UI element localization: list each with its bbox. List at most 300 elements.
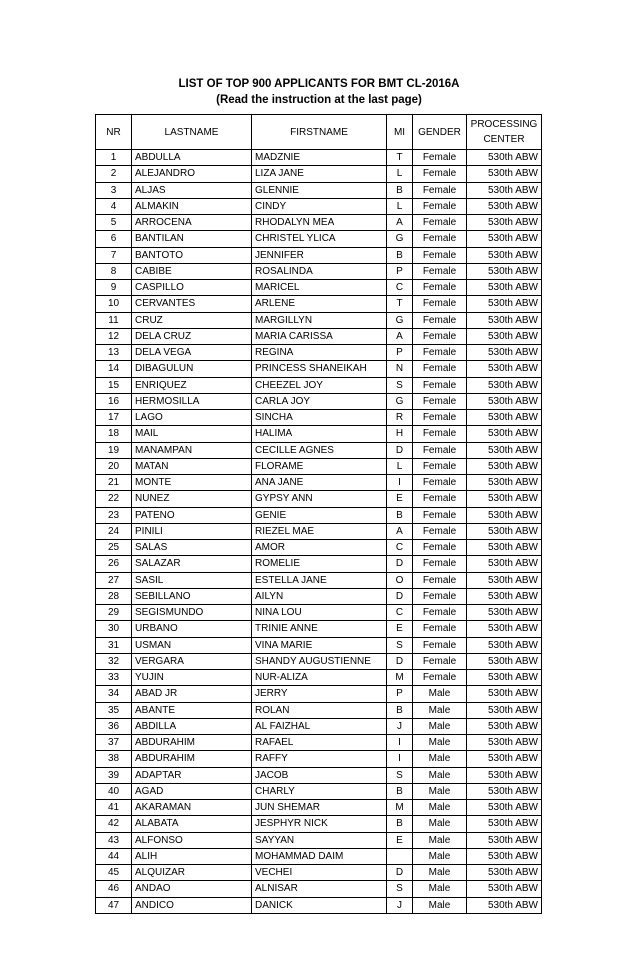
cell-nr: 23 bbox=[96, 507, 132, 523]
cell-firstname: TRINIE ANNE bbox=[252, 621, 387, 637]
table-row bbox=[96, 848, 542, 864]
cell-firstname: JERRY bbox=[252, 686, 387, 702]
table-row bbox=[96, 328, 542, 344]
cell-gender: Male bbox=[413, 751, 467, 767]
cell-nr: 14 bbox=[96, 361, 132, 377]
cell-gender: Female bbox=[413, 410, 467, 426]
header-firstname: FIRSTNAME bbox=[252, 115, 387, 150]
cell-gender: Female bbox=[413, 345, 467, 361]
cell-nr: 10 bbox=[96, 296, 132, 312]
table-row bbox=[96, 507, 542, 523]
cell-lastname: MANAMPAN bbox=[132, 442, 252, 458]
cell-mi: S bbox=[387, 767, 413, 783]
cell-processing-center: 530th ABW bbox=[467, 361, 542, 377]
cell-firstname: ROLAN bbox=[252, 702, 387, 718]
document-subtitle: (Read the instruction at the last page) bbox=[216, 94, 422, 106]
cell-processing-center: 530th ABW bbox=[467, 247, 542, 263]
cell-mi: L bbox=[387, 166, 413, 182]
table-body bbox=[96, 150, 542, 914]
table-row bbox=[96, 377, 542, 393]
cell-gender: Female bbox=[413, 605, 467, 621]
table-row bbox=[96, 865, 542, 881]
cell-firstname: FLORAME bbox=[252, 458, 387, 474]
table-row bbox=[96, 296, 542, 312]
table-row bbox=[96, 442, 542, 458]
cell-mi: L bbox=[387, 198, 413, 214]
cell-lastname: CERVANTES bbox=[132, 296, 252, 312]
header-gender: GENDER bbox=[413, 115, 467, 150]
cell-lastname: LAGO bbox=[132, 410, 252, 426]
cell-gender: Female bbox=[413, 247, 467, 263]
cell-lastname: CABIBE bbox=[132, 263, 252, 279]
cell-nr: 5 bbox=[96, 215, 132, 231]
cell-processing-center: 530th ABW bbox=[467, 800, 542, 816]
cell-processing-center: 530th ABW bbox=[467, 832, 542, 848]
document-header bbox=[0, 76, 638, 108]
table-row bbox=[96, 312, 542, 328]
table-header bbox=[96, 115, 542, 150]
cell-gender: Female bbox=[413, 231, 467, 247]
cell-nr: 16 bbox=[96, 393, 132, 409]
table-row bbox=[96, 280, 542, 296]
cell-lastname: ABANTE bbox=[132, 702, 252, 718]
cell-nr: 33 bbox=[96, 670, 132, 686]
table-row bbox=[96, 702, 542, 718]
table-row bbox=[96, 735, 542, 751]
cell-processing-center: 530th ABW bbox=[467, 393, 542, 409]
cell-mi: A bbox=[387, 328, 413, 344]
table-row bbox=[96, 263, 542, 279]
cell-firstname: GYPSY ANN bbox=[252, 491, 387, 507]
cell-mi: B bbox=[387, 783, 413, 799]
cell-processing-center: 530th ABW bbox=[467, 150, 542, 166]
cell-processing-center: 530th ABW bbox=[467, 897, 542, 913]
cell-gender: Female bbox=[413, 280, 467, 296]
cell-nr: 40 bbox=[96, 783, 132, 799]
cell-firstname: JENNIFER bbox=[252, 247, 387, 263]
cell-lastname: ALQUIZAR bbox=[132, 865, 252, 881]
cell-lastname: BANTILAN bbox=[132, 231, 252, 247]
cell-lastname: ABDURAHIM bbox=[132, 751, 252, 767]
table-row bbox=[96, 182, 542, 198]
cell-mi: B bbox=[387, 702, 413, 718]
cell-mi: P bbox=[387, 686, 413, 702]
cell-lastname: ABDILLA bbox=[132, 718, 252, 734]
cell-nr: 26 bbox=[96, 556, 132, 572]
cell-lastname: SALAZAR bbox=[132, 556, 252, 572]
cell-nr: 43 bbox=[96, 832, 132, 848]
cell-firstname: CHARLY bbox=[252, 783, 387, 799]
cell-firstname: AILYN bbox=[252, 588, 387, 604]
cell-processing-center: 530th ABW bbox=[467, 718, 542, 734]
cell-lastname: DELA VEGA bbox=[132, 345, 252, 361]
cell-nr: 3 bbox=[96, 182, 132, 198]
cell-nr: 28 bbox=[96, 588, 132, 604]
cell-mi: L bbox=[387, 458, 413, 474]
cell-nr: 18 bbox=[96, 426, 132, 442]
cell-processing-center: 530th ABW bbox=[467, 751, 542, 767]
cell-processing-center: 530th ABW bbox=[467, 540, 542, 556]
cell-nr: 32 bbox=[96, 653, 132, 669]
cell-processing-center: 530th ABW bbox=[467, 231, 542, 247]
table-row bbox=[96, 718, 542, 734]
table-row bbox=[96, 832, 542, 848]
cell-processing-center: 530th ABW bbox=[467, 816, 542, 832]
cell-mi: C bbox=[387, 280, 413, 296]
cell-gender: Male bbox=[413, 702, 467, 718]
cell-processing-center: 530th ABW bbox=[467, 263, 542, 279]
cell-nr: 11 bbox=[96, 312, 132, 328]
header-mi: MI bbox=[387, 115, 413, 150]
cell-gender: Female bbox=[413, 377, 467, 393]
table-row bbox=[96, 426, 542, 442]
table-row bbox=[96, 783, 542, 799]
cell-mi: P bbox=[387, 263, 413, 279]
cell-gender: Female bbox=[413, 637, 467, 653]
cell-gender: Female bbox=[413, 540, 467, 556]
cell-lastname: DIBAGULUN bbox=[132, 361, 252, 377]
cell-lastname: ALEJANDRO bbox=[132, 166, 252, 182]
cell-firstname: MOHAMMAD DAIM bbox=[252, 848, 387, 864]
cell-processing-center: 530th ABW bbox=[467, 670, 542, 686]
cell-firstname: AMOR bbox=[252, 540, 387, 556]
cell-mi bbox=[387, 848, 413, 864]
cell-gender: Male bbox=[413, 718, 467, 734]
cell-nr: 24 bbox=[96, 523, 132, 539]
cell-gender: Female bbox=[413, 198, 467, 214]
cell-mi: I bbox=[387, 475, 413, 491]
cell-processing-center: 530th ABW bbox=[467, 653, 542, 669]
table-row bbox=[96, 458, 542, 474]
cell-processing-center: 530th ABW bbox=[467, 507, 542, 523]
cell-nr: 41 bbox=[96, 800, 132, 816]
cell-mi: C bbox=[387, 540, 413, 556]
cell-firstname: GLENNIE bbox=[252, 182, 387, 198]
cell-nr: 45 bbox=[96, 865, 132, 881]
cell-gender: Female bbox=[413, 150, 467, 166]
cell-processing-center: 530th ABW bbox=[467, 523, 542, 539]
table-row bbox=[96, 572, 542, 588]
cell-firstname: ROMELIE bbox=[252, 556, 387, 572]
cell-gender: Female bbox=[413, 572, 467, 588]
cell-processing-center: 530th ABW bbox=[467, 426, 542, 442]
cell-firstname: JUN SHEMAR bbox=[252, 800, 387, 816]
table-row bbox=[96, 816, 542, 832]
table-row bbox=[96, 556, 542, 572]
cell-mi: B bbox=[387, 507, 413, 523]
cell-nr: 13 bbox=[96, 345, 132, 361]
cell-gender: Male bbox=[413, 767, 467, 783]
document-title: LIST OF TOP 900 APPLICANTS FOR BMT CL-2016A bbox=[178, 78, 460, 90]
cell-gender: Male bbox=[413, 897, 467, 913]
table-row bbox=[96, 150, 542, 166]
cell-processing-center: 530th ABW bbox=[467, 735, 542, 751]
cell-lastname: SEGISMUNDO bbox=[132, 605, 252, 621]
cell-nr: 47 bbox=[96, 897, 132, 913]
cell-processing-center: 530th ABW bbox=[467, 198, 542, 214]
cell-processing-center: 530th ABW bbox=[467, 621, 542, 637]
cell-processing-center: 530th ABW bbox=[467, 410, 542, 426]
cell-firstname: CHEEZEL JOY bbox=[252, 377, 387, 393]
cell-nr: 46 bbox=[96, 881, 132, 897]
cell-lastname: ADAPTAR bbox=[132, 767, 252, 783]
cell-processing-center: 530th ABW bbox=[467, 491, 542, 507]
cell-gender: Male bbox=[413, 881, 467, 897]
table-row bbox=[96, 588, 542, 604]
cell-processing-center: 530th ABW bbox=[467, 588, 542, 604]
cell-firstname: CINDY bbox=[252, 198, 387, 214]
cell-processing-center: 530th ABW bbox=[467, 475, 542, 491]
cell-lastname: ALMAKIN bbox=[132, 198, 252, 214]
cell-gender: Male bbox=[413, 686, 467, 702]
cell-nr: 34 bbox=[96, 686, 132, 702]
cell-lastname: ALJAS bbox=[132, 182, 252, 198]
cell-mi: C bbox=[387, 605, 413, 621]
cell-mi: D bbox=[387, 442, 413, 458]
cell-gender: Female bbox=[413, 166, 467, 182]
cell-mi: J bbox=[387, 897, 413, 913]
cell-nr: 21 bbox=[96, 475, 132, 491]
cell-mi: D bbox=[387, 865, 413, 881]
cell-mi: R bbox=[387, 410, 413, 426]
cell-nr: 36 bbox=[96, 718, 132, 734]
cell-gender: Female bbox=[413, 556, 467, 572]
cell-processing-center: 530th ABW bbox=[467, 345, 542, 361]
cell-gender: Female bbox=[413, 588, 467, 604]
table-row bbox=[96, 410, 542, 426]
cell-processing-center: 530th ABW bbox=[467, 848, 542, 864]
cell-firstname: ALNISAR bbox=[252, 881, 387, 897]
cell-nr: 9 bbox=[96, 280, 132, 296]
cell-lastname: PATENO bbox=[132, 507, 252, 523]
cell-gender: Female bbox=[413, 475, 467, 491]
cell-processing-center: 530th ABW bbox=[467, 442, 542, 458]
cell-mi: B bbox=[387, 182, 413, 198]
table-row bbox=[96, 198, 542, 214]
cell-nr: 6 bbox=[96, 231, 132, 247]
cell-lastname: VERGARA bbox=[132, 653, 252, 669]
cell-gender: Female bbox=[413, 491, 467, 507]
cell-firstname: CARLA JOY bbox=[252, 393, 387, 409]
table-row bbox=[96, 751, 542, 767]
table-row bbox=[96, 523, 542, 539]
table-row bbox=[96, 540, 542, 556]
cell-processing-center: 530th ABW bbox=[467, 377, 542, 393]
cell-processing-center: 530th ABW bbox=[467, 767, 542, 783]
cell-mi: M bbox=[387, 800, 413, 816]
table-row bbox=[96, 345, 542, 361]
cell-nr: 44 bbox=[96, 848, 132, 864]
header-lastname: LASTNAME bbox=[132, 115, 252, 150]
cell-firstname: ANA JANE bbox=[252, 475, 387, 491]
cell-lastname: ENRIQUEZ bbox=[132, 377, 252, 393]
table-row bbox=[96, 767, 542, 783]
cell-firstname: NUR-ALIZA bbox=[252, 670, 387, 686]
cell-lastname: ANDAO bbox=[132, 881, 252, 897]
cell-nr: 27 bbox=[96, 572, 132, 588]
cell-lastname: PINILI bbox=[132, 523, 252, 539]
table-row bbox=[96, 800, 542, 816]
cell-lastname: ALIH bbox=[132, 848, 252, 864]
cell-gender: Female bbox=[413, 312, 467, 328]
cell-firstname: JACOB bbox=[252, 767, 387, 783]
cell-nr: 1 bbox=[96, 150, 132, 166]
cell-firstname: DANICK bbox=[252, 897, 387, 913]
cell-firstname: SHANDY AUGUSTIENNE bbox=[252, 653, 387, 669]
cell-firstname: RAFAEL bbox=[252, 735, 387, 751]
cell-firstname: CHRISTEL YLICA bbox=[252, 231, 387, 247]
cell-firstname: NINA LOU bbox=[252, 605, 387, 621]
cell-nr: 31 bbox=[96, 637, 132, 653]
cell-mi: S bbox=[387, 377, 413, 393]
table-row bbox=[96, 897, 542, 913]
table-row bbox=[96, 881, 542, 897]
cell-gender: Male bbox=[413, 832, 467, 848]
cell-mi: N bbox=[387, 361, 413, 377]
header-row bbox=[96, 115, 542, 150]
cell-lastname: ABDURAHIM bbox=[132, 735, 252, 751]
cell-nr: 20 bbox=[96, 458, 132, 474]
cell-processing-center: 530th ABW bbox=[467, 280, 542, 296]
cell-lastname: ALFONSO bbox=[132, 832, 252, 848]
cell-mi: D bbox=[387, 588, 413, 604]
cell-firstname: GENIE bbox=[252, 507, 387, 523]
cell-firstname: SINCHA bbox=[252, 410, 387, 426]
cell-mi: G bbox=[387, 312, 413, 328]
cell-mi: S bbox=[387, 881, 413, 897]
cell-nr: 12 bbox=[96, 328, 132, 344]
table-row bbox=[96, 215, 542, 231]
cell-processing-center: 530th ABW bbox=[467, 458, 542, 474]
cell-processing-center: 530th ABW bbox=[467, 328, 542, 344]
cell-nr: 29 bbox=[96, 605, 132, 621]
cell-processing-center: 530th ABW bbox=[467, 572, 542, 588]
cell-lastname: MONTE bbox=[132, 475, 252, 491]
cell-nr: 30 bbox=[96, 621, 132, 637]
cell-lastname: DELA CRUZ bbox=[132, 328, 252, 344]
cell-gender: Female bbox=[413, 507, 467, 523]
cell-mi: G bbox=[387, 393, 413, 409]
cell-processing-center: 530th ABW bbox=[467, 702, 542, 718]
cell-mi: G bbox=[387, 231, 413, 247]
cell-lastname: SALAS bbox=[132, 540, 252, 556]
cell-lastname: HERMOSILLA bbox=[132, 393, 252, 409]
table-row bbox=[96, 231, 542, 247]
header-processing-center-line2: CENTER bbox=[483, 134, 525, 145]
cell-gender: Female bbox=[413, 426, 467, 442]
cell-lastname: YUJIN bbox=[132, 670, 252, 686]
cell-gender: Male bbox=[413, 848, 467, 864]
cell-mi: A bbox=[387, 215, 413, 231]
cell-mi: B bbox=[387, 816, 413, 832]
cell-gender: Male bbox=[413, 865, 467, 881]
cell-lastname: MATAN bbox=[132, 458, 252, 474]
cell-gender: Female bbox=[413, 328, 467, 344]
table-row bbox=[96, 653, 542, 669]
cell-firstname: ESTELLA JANE bbox=[252, 572, 387, 588]
cell-firstname: LIZA JANE bbox=[252, 166, 387, 182]
cell-lastname: SASIL bbox=[132, 572, 252, 588]
cell-mi: D bbox=[387, 653, 413, 669]
cell-firstname: MARGILLYN bbox=[252, 312, 387, 328]
table-row bbox=[96, 166, 542, 182]
cell-lastname: ARROCENA bbox=[132, 215, 252, 231]
cell-mi: O bbox=[387, 572, 413, 588]
cell-processing-center: 530th ABW bbox=[467, 182, 542, 198]
cell-processing-center: 530th ABW bbox=[467, 865, 542, 881]
cell-nr: 22 bbox=[96, 491, 132, 507]
cell-nr: 38 bbox=[96, 751, 132, 767]
cell-processing-center: 530th ABW bbox=[467, 556, 542, 572]
cell-firstname: MADZNIE bbox=[252, 150, 387, 166]
cell-nr: 4 bbox=[96, 198, 132, 214]
cell-gender: Female bbox=[413, 653, 467, 669]
cell-lastname: ALABATA bbox=[132, 816, 252, 832]
cell-gender: Female bbox=[413, 215, 467, 231]
cell-firstname: MARICEL bbox=[252, 280, 387, 296]
cell-firstname: CECILLE AGNES bbox=[252, 442, 387, 458]
cell-firstname: VECHEI bbox=[252, 865, 387, 881]
cell-firstname: RAFFY bbox=[252, 751, 387, 767]
applicants-table bbox=[95, 114, 542, 914]
cell-lastname: URBANO bbox=[132, 621, 252, 637]
cell-firstname: PRINCESS SHANEIKAH bbox=[252, 361, 387, 377]
cell-nr: 2 bbox=[96, 166, 132, 182]
cell-gender: Female bbox=[413, 361, 467, 377]
cell-mi: T bbox=[387, 296, 413, 312]
cell-mi: M bbox=[387, 670, 413, 686]
cell-mi: A bbox=[387, 523, 413, 539]
cell-nr: 35 bbox=[96, 702, 132, 718]
cell-firstname: VINA MARIE bbox=[252, 637, 387, 653]
cell-processing-center: 530th ABW bbox=[467, 605, 542, 621]
cell-processing-center: 530th ABW bbox=[467, 166, 542, 182]
cell-firstname: HALIMA bbox=[252, 426, 387, 442]
cell-lastname: AGAD bbox=[132, 783, 252, 799]
cell-gender: Female bbox=[413, 621, 467, 637]
cell-lastname: NUNEZ bbox=[132, 491, 252, 507]
cell-gender: Female bbox=[413, 296, 467, 312]
cell-mi: E bbox=[387, 832, 413, 848]
cell-processing-center: 530th ABW bbox=[467, 296, 542, 312]
table-row bbox=[96, 605, 542, 621]
cell-gender: Male bbox=[413, 783, 467, 799]
cell-mi: B bbox=[387, 247, 413, 263]
cell-lastname: CRUZ bbox=[132, 312, 252, 328]
cell-nr: 19 bbox=[96, 442, 132, 458]
cell-lastname: AKARAMAN bbox=[132, 800, 252, 816]
cell-mi: I bbox=[387, 735, 413, 751]
cell-firstname: RHODALYN MEA bbox=[252, 215, 387, 231]
header-processing-center-line1: PROCESSING bbox=[470, 119, 538, 130]
table-row bbox=[96, 393, 542, 409]
cell-lastname: SEBILLANO bbox=[132, 588, 252, 604]
cell-mi: J bbox=[387, 718, 413, 734]
cell-mi: I bbox=[387, 751, 413, 767]
cell-nr: 25 bbox=[96, 540, 132, 556]
table-row bbox=[96, 670, 542, 686]
table-row bbox=[96, 621, 542, 637]
cell-nr: 15 bbox=[96, 377, 132, 393]
header-processing-center bbox=[467, 115, 542, 150]
cell-firstname: ROSALINDA bbox=[252, 263, 387, 279]
cell-lastname: USMAN bbox=[132, 637, 252, 653]
cell-firstname: SAYYAN bbox=[252, 832, 387, 848]
cell-gender: Male bbox=[413, 816, 467, 832]
cell-lastname: ANDICO bbox=[132, 897, 252, 913]
cell-firstname: RIEZEL MAE bbox=[252, 523, 387, 539]
cell-firstname: JESPHYR NICK bbox=[252, 816, 387, 832]
